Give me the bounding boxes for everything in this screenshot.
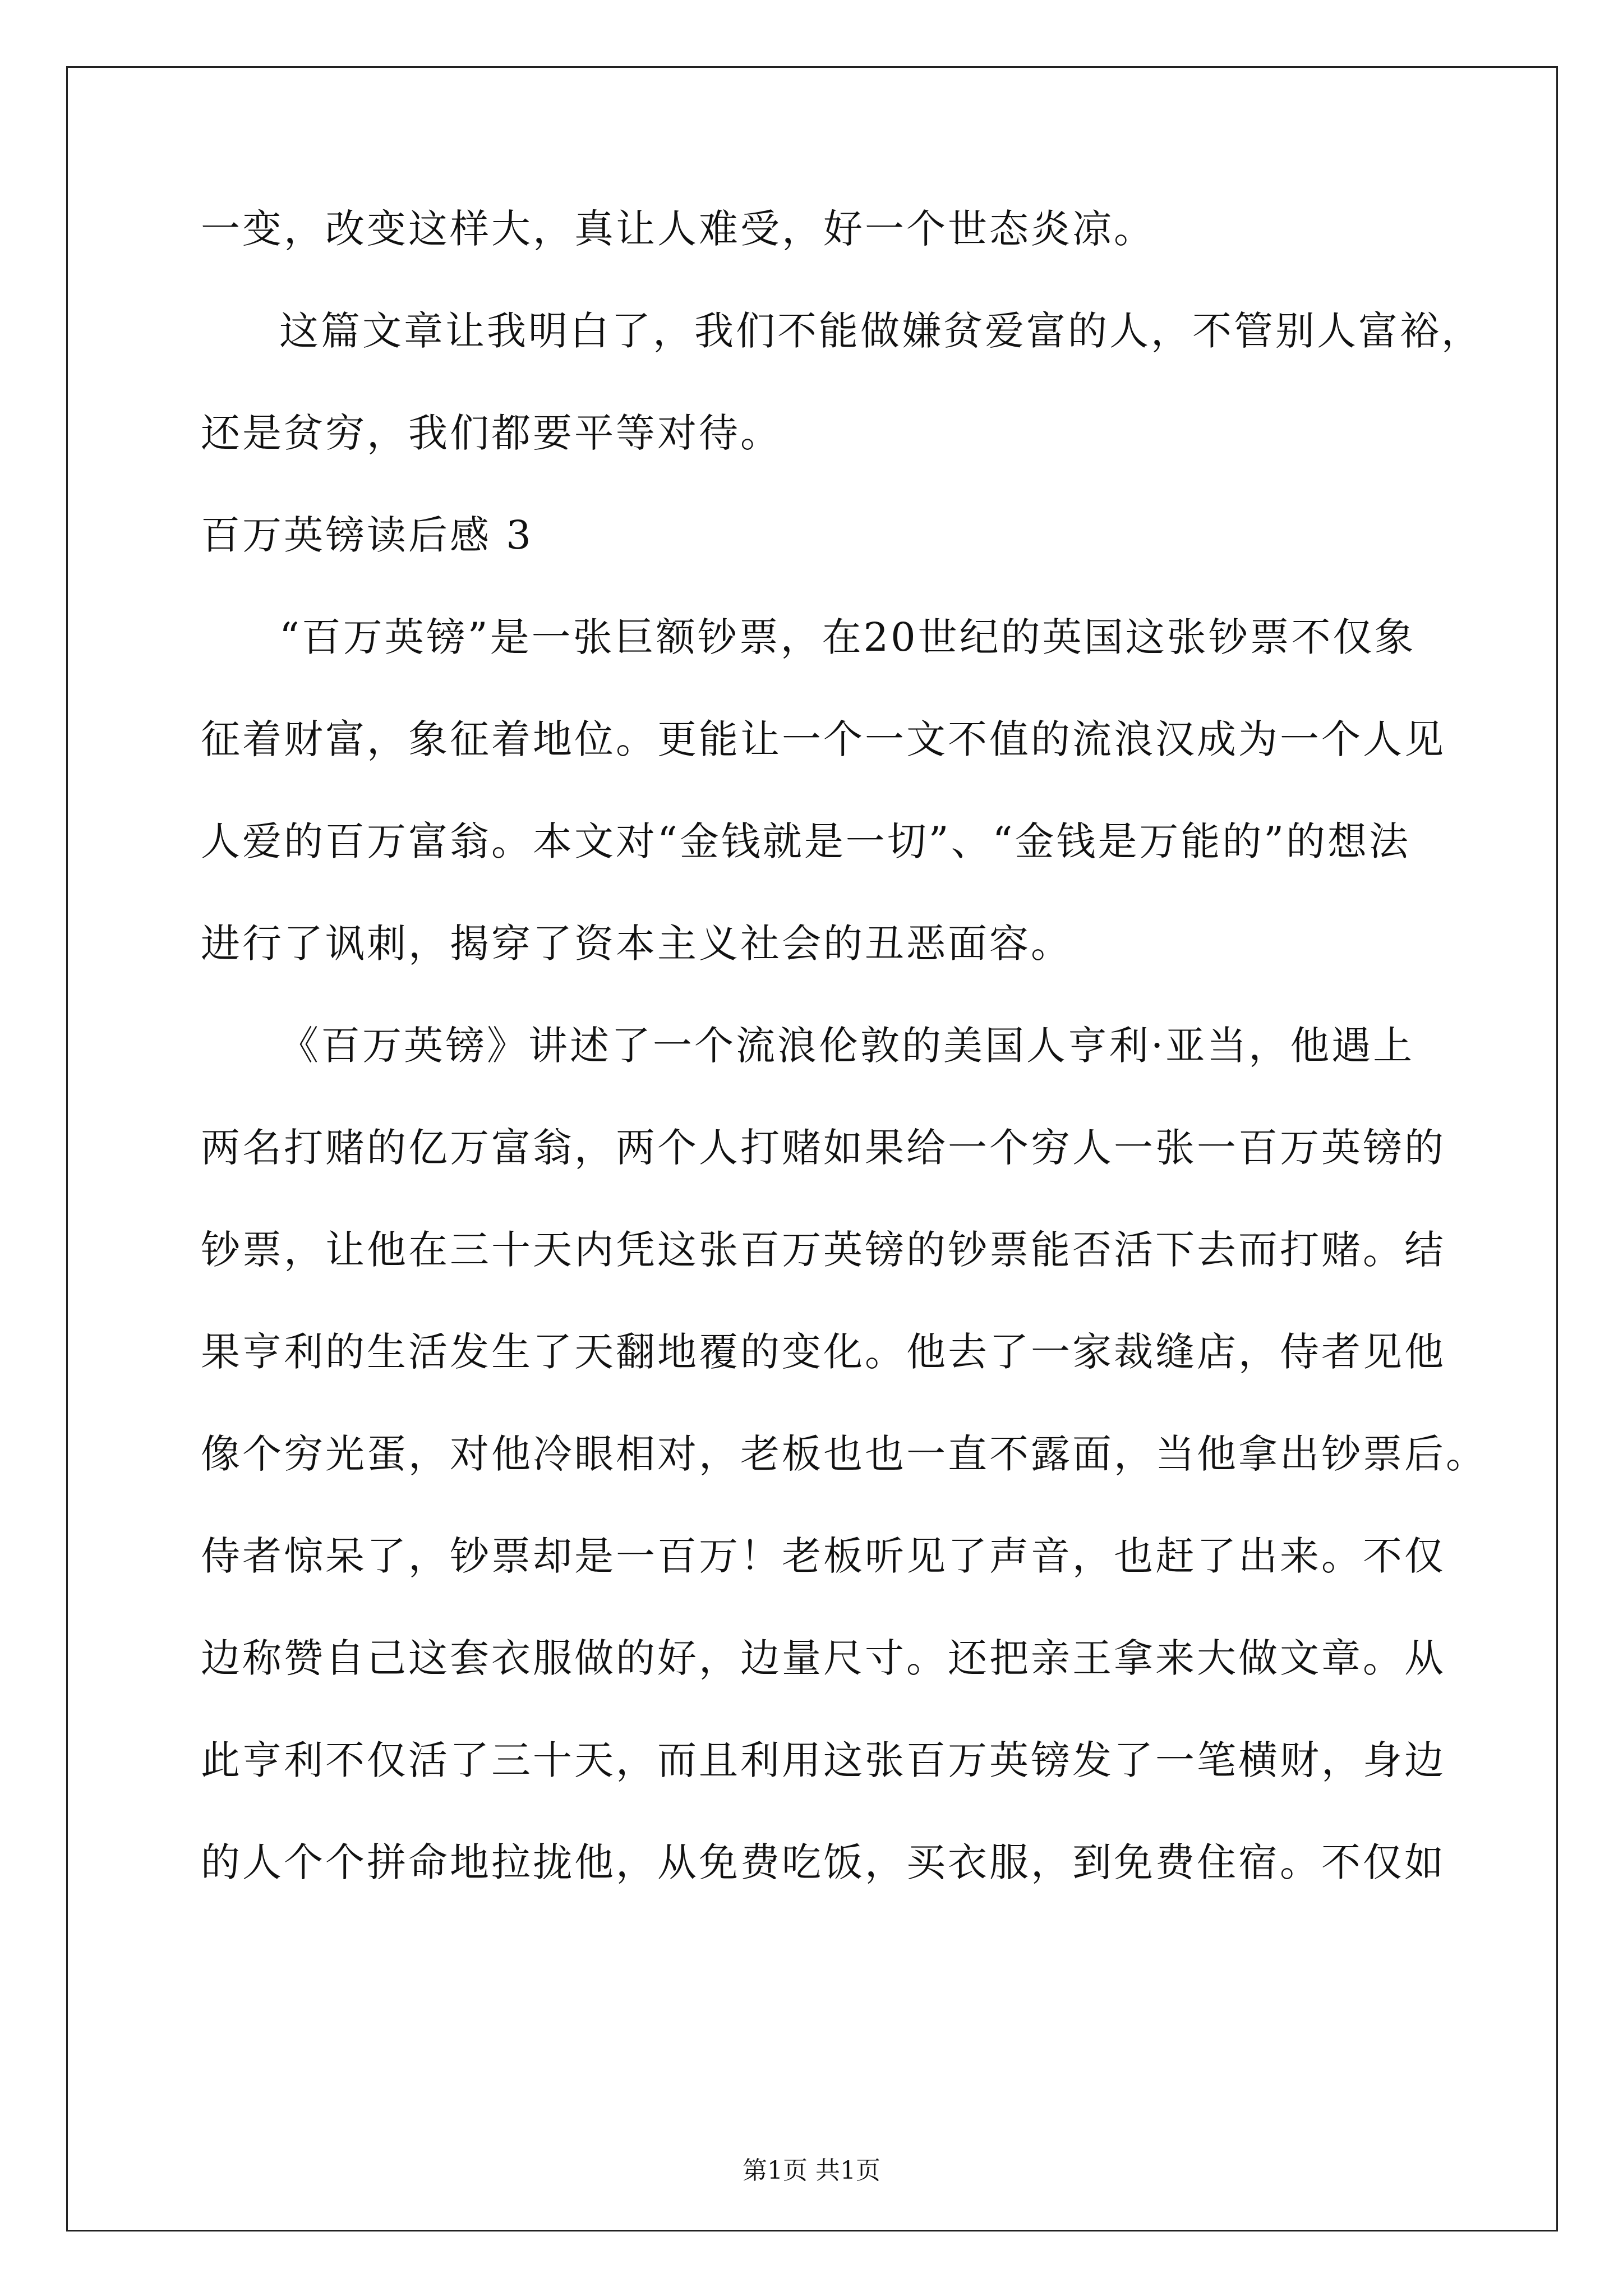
body-line: 这篇文章让我明白了，我们不能做嫌贫爱富的人，不管别人富裕， — [279, 308, 1483, 354]
body-line: 此亨利不仅活了三十天，而且利用这张百万英镑发了一笔横财，身边 — [201, 1737, 1446, 1783]
body-line: 的人个个拼命地拉拢他，从免费吃饭，买衣服，到免费住宿。不仅如 — [201, 1839, 1446, 1885]
section-heading: 百万英镑读后感 3 — [201, 512, 533, 558]
body-line: 人爱的百万富翁。本文对“金钱就是一切”、“金钱是万能的”的想法 — [201, 818, 1411, 864]
page-number-footer: 第1页 共1页 — [743, 2156, 880, 2185]
body-line: 一变，改变这样大，真让人难受，好一个世态炎凉。 — [201, 206, 1155, 252]
body-line: 钞票，让他在三十天内凭这张百万英镑的钞票能否活下去而打赌。结 — [201, 1227, 1446, 1273]
body-line: 还是贫穷，我们都要平等对待。 — [201, 410, 782, 456]
body-line: 边称赞自己这套衣服做的好，边量尺寸。还把亲王拿来大做文章。从 — [201, 1635, 1446, 1681]
body-line: “百万英镑”是一张巨额钞票，在20世纪的英国这张钞票不仅象 — [279, 614, 1416, 660]
body-line: 《百万英镑》讲述了一个流浪伦敦的美国人亨利·亚当，他遇上 — [279, 1023, 1415, 1069]
body-line: 征着财富，象征着地位。更能让一个一文不值的流浪汉成为一个人见 — [201, 716, 1446, 762]
body-line: 进行了讽刺，揭穿了资本主义社会的丑恶面容。 — [201, 921, 1072, 967]
body-line: 侍者惊呆了，钞票却是一百万！老板听见了声音，也赶了出来。不仅 — [201, 1533, 1446, 1579]
body-line: 像个穷光蛋，对他冷眼相对，老板也也一直不露面，当他拿出钞票后。 — [201, 1431, 1487, 1477]
body-line: 两名打赌的亿万富翁，两个人打赌如果给一个穷人一张一百万英镑的 — [201, 1125, 1446, 1171]
body-line: 果亨利的生活发生了天翻地覆的变化。他去了一家裁缝店，侍者见他 — [201, 1329, 1446, 1375]
